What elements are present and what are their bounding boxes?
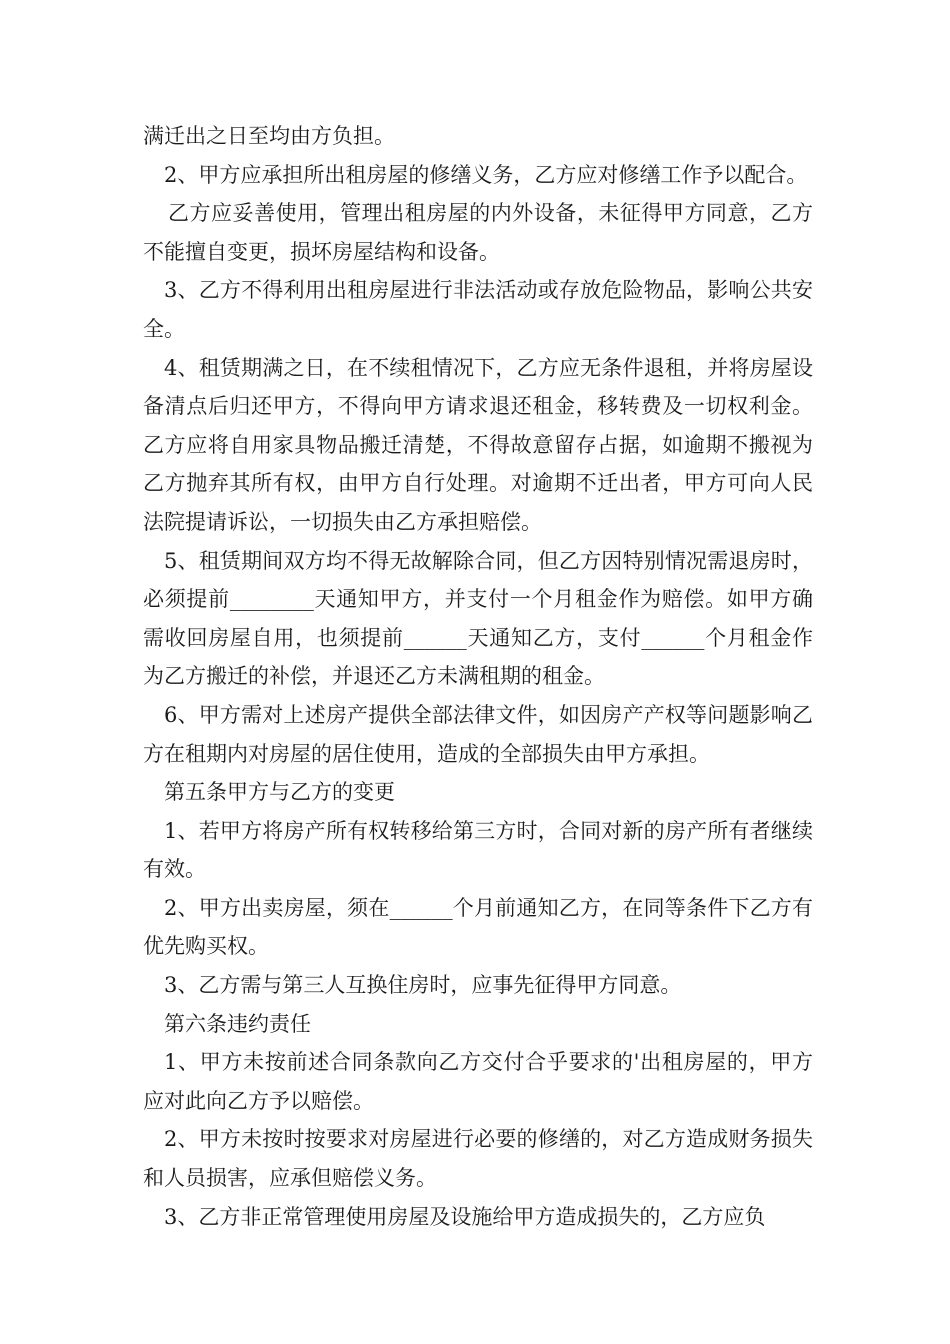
paragraph-lease-expiry: 4、租赁期满之日，在不续租情况下，乙方应无条件退租，并将房屋设备清点后归还甲方，不得向甲方请求退还租金，移转费及一切权利金。乙方应将自用家具物品搬迁清楚，不得故意留存占据，如逾期不搬视为乙方抛弃其所有权，由甲方自行处理。对逾期不迁出者，甲方可向人民法院提请诉讼，一切损失由乙方承担赔偿。 — [143, 355, 813, 534]
paragraph-preemptive-right: 2、甲方出卖房屋，须在______个月前通知乙方，在同等条件下乙方有优先购买权。 — [143, 895, 813, 959]
paragraph-housing-exchange: 3、乙方需与第三人互换住房时，应事先征得甲方同意。 — [164, 973, 682, 998]
paragraph-repair-breach: 2、甲方未按时按要求对房屋进行必要的修缮的，对乙方造成财务损失和人员损害，应承但赔偿义务。 — [143, 1127, 813, 1191]
paragraph-ownership-transfer: 1、若甲方将房产所有权转移给第三方时，合同对新的房产所有者继续有效。 — [143, 818, 813, 882]
document-body — [143, 117, 813, 1236]
section-heading-article-6: 第六条违约责任 — [164, 1011, 311, 1036]
paragraph-continuation: 满迁出之日至均由方负担。 — [143, 124, 395, 148]
paragraph-legal-documents: 6、甲方需对上述房产提供全部法律文件，如因房产产权等问题影响乙方在租期内对房屋的居住使用，造成的全部损失由甲方承担。 — [143, 702, 813, 766]
paragraph-termination: 5、租赁期间双方均不得无故解除合同，但乙方因特别情况需退房时，必须提前________天通知甲方，并支付一个月租金作为赔偿。如甲方确需收回房屋自用，也须提前______天通知乙方，支付______个月租金作为乙方搬迁的补偿，并退还乙方未满租期的租金。 — [143, 548, 813, 689]
section-heading-article-5: 第五条甲方与乙方的变更 — [164, 780, 395, 805]
paragraph-proper-use: 乙方应妥善使用，管理出租房屋的内外设备，未征得甲方同意，乙方不能擅自变更，损坏房屋结构和设备。 — [143, 201, 813, 264]
paragraph-misuse-damage: 3、乙方非正常管理使用房屋及设施给甲方造成损失的，乙方应负 — [164, 1204, 766, 1229]
paragraph-delivery-breach: 1、甲方未按前述合同条款向乙方交付合乎要求的'出租房屋的，甲方应对此向乙方予以赔偿。 — [143, 1050, 813, 1113]
paragraph-illegal-activity: 3、乙方不得利用出租房屋进行非法活动或存放危险物品，影响公共安全。 — [143, 278, 813, 341]
paragraph-repair-obligation: 2、甲方应承担所出租房屋的修缮义务，乙方应对修缮工作予以配合。 — [164, 162, 808, 187]
